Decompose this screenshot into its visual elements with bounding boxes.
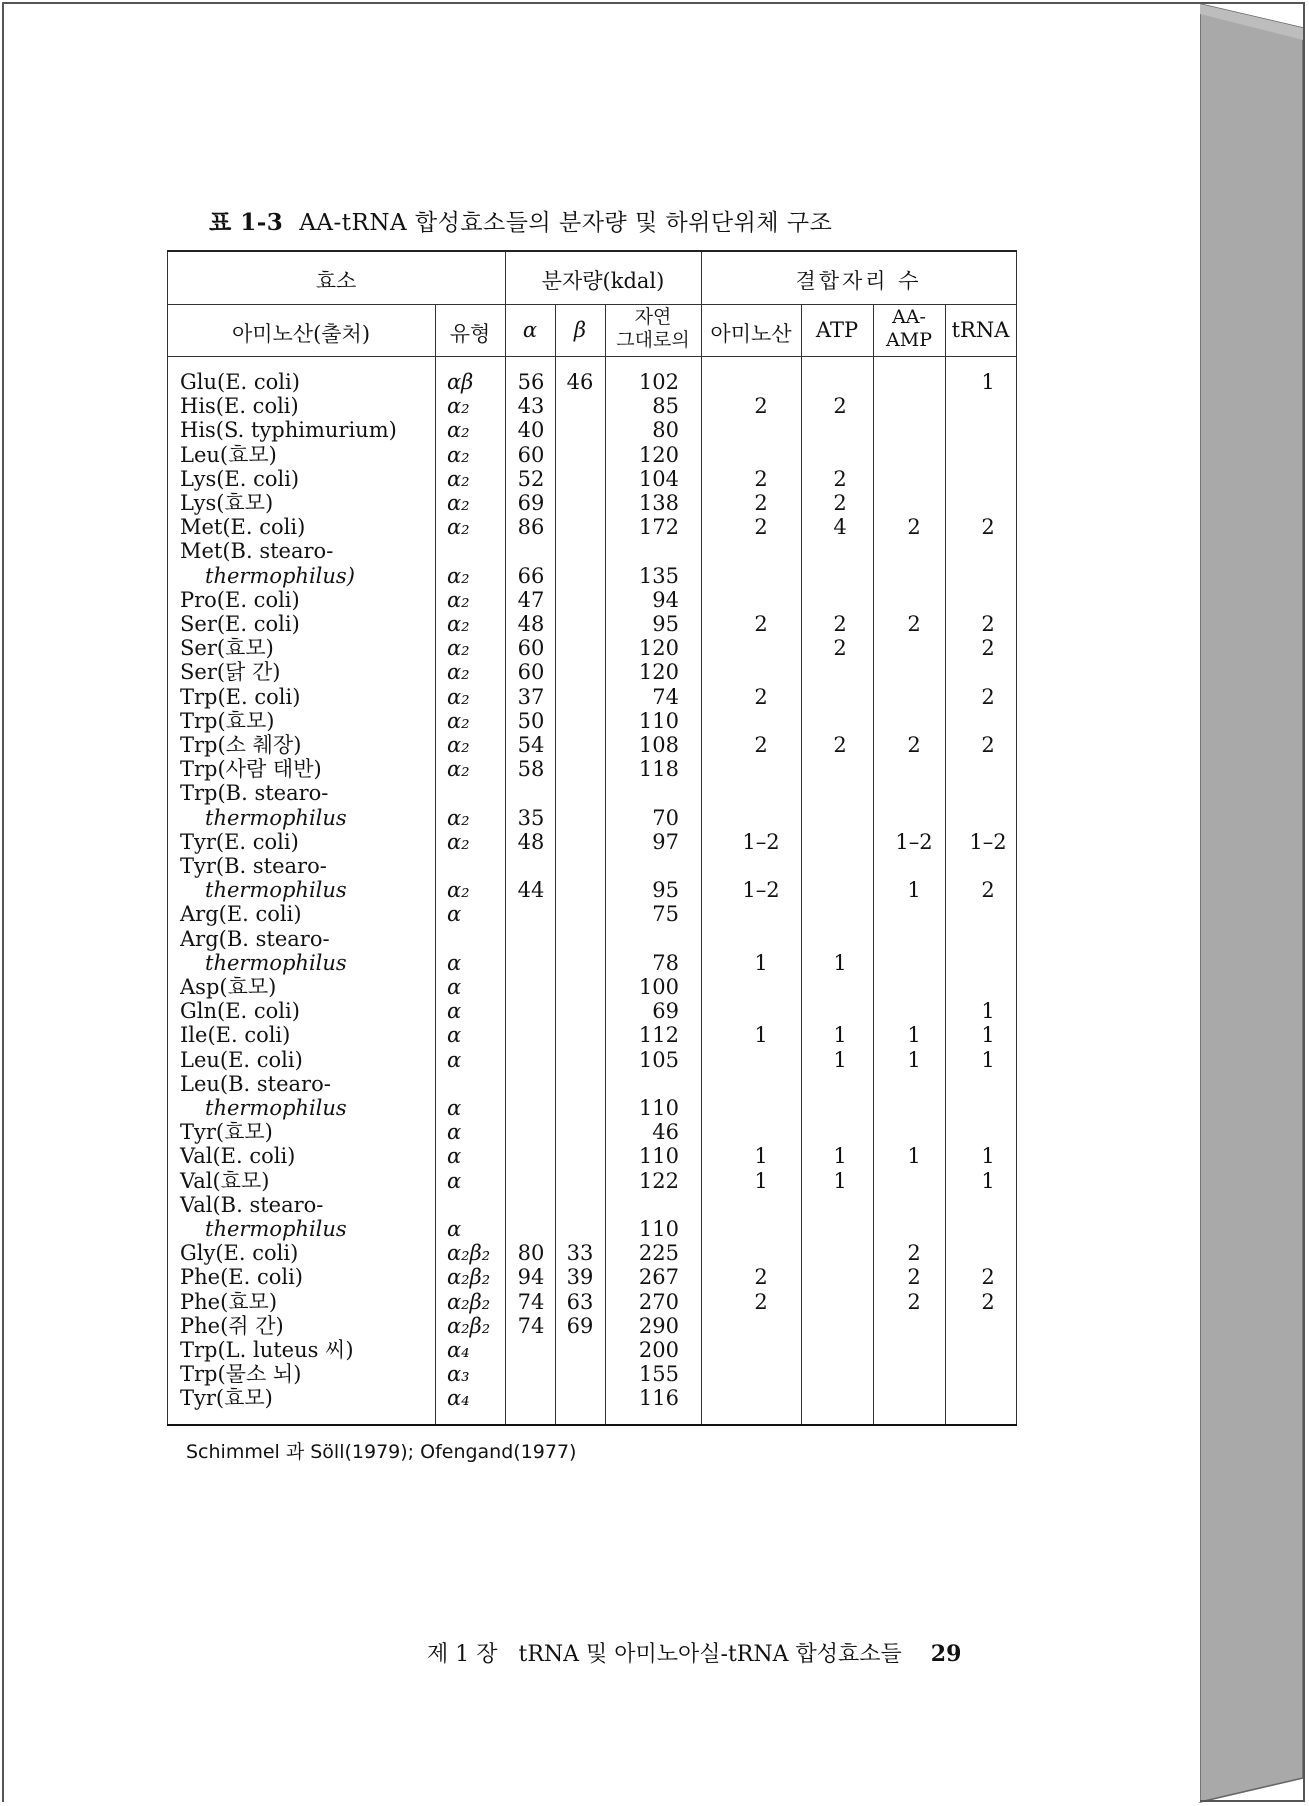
cell-type: αβ — [447, 370, 474, 394]
cell-aa: Trp(효모) — [180, 708, 275, 733]
header-enzyme: 효소 — [315, 269, 357, 293]
cell-type: α₂ — [447, 684, 470, 709]
cell-type: α₄ — [447, 1338, 470, 1362]
cell-amp: 2 — [907, 1289, 921, 1314]
cell-s-aa: 2 — [754, 394, 768, 419]
cell-a: 74 — [517, 1313, 545, 1338]
cell-a: 52 — [517, 466, 545, 491]
cell-trna: 1 — [981, 999, 995, 1024]
page-footer — [427, 1637, 961, 1668]
cell-n: 110 — [638, 1096, 679, 1120]
cell-s-aa: 1 — [754, 1023, 768, 1048]
cell-aa: Val(B. stearo- — [180, 1192, 324, 1217]
cell-amp: 2 — [907, 1241, 921, 1266]
vline-alpha — [505, 304, 506, 1424]
cell-aa: thermophilus — [205, 1217, 347, 1241]
cell-aa: Val(E. coli) — [180, 1144, 296, 1169]
cell-aa: Phe(쥐 간) — [180, 1313, 284, 1338]
cell-aa: Leu(B. stearo- — [180, 1071, 331, 1096]
cell-aa: Arg(E. coli) — [180, 902, 302, 927]
cell-trna: 1 — [981, 1168, 995, 1193]
cell-aa: Ser(닭 간) — [180, 660, 281, 685]
cell-a: 60 — [517, 636, 545, 661]
cell-type: α — [447, 999, 462, 1024]
cell-n: 75 — [652, 902, 679, 927]
cell-type: α — [447, 975, 462, 999]
cell-aa: His(S. typhimurium) — [180, 418, 397, 443]
cell-a: 74 — [517, 1289, 545, 1314]
cell-n: 112 — [638, 1023, 679, 1048]
cell-n: 172 — [638, 515, 679, 540]
cell-amp: 2 — [907, 1265, 921, 1290]
cell-aa: Lys(E. coli) — [180, 466, 300, 491]
cell-n: 97 — [652, 829, 679, 854]
cell-aa: Arg(B. stearo- — [180, 926, 330, 951]
page-number: 29 — [930, 1641, 962, 1667]
cell-aa: Gly(E. coli) — [180, 1241, 299, 1266]
cell-aa: Lys(효모) — [180, 491, 274, 515]
cell-aa: Val(효모) — [180, 1168, 270, 1193]
cell-trna: 2 — [981, 878, 995, 903]
cell-type: α — [447, 1144, 462, 1169]
cell-aa: Trp(L. luteus 씨) — [180, 1338, 354, 1362]
cell-atp: 2 — [833, 612, 847, 636]
cell-type: α₂ — [447, 515, 470, 540]
cell-type: α₂ — [447, 708, 470, 733]
footer-chapter: 제 1 장 — [427, 1642, 498, 1667]
cell-type: α₂ — [447, 563, 470, 588]
cell-a: 80 — [517, 1241, 545, 1266]
header-molecular-weight: 분자량(kdal) — [541, 269, 665, 293]
vline-type — [435, 304, 436, 1424]
cell-type: α₂ — [447, 442, 470, 467]
cell-type: α₂ — [447, 612, 470, 636]
table-source-note: Schimmel 과 Söll(1979); Ofengand(1977) — [186, 1441, 577, 1463]
cell-trna: 2 — [981, 1265, 995, 1290]
cell-n: 80 — [652, 418, 679, 443]
cell-n: 110 — [638, 1144, 679, 1169]
header-native — [605, 306, 701, 352]
cell-n: 85 — [652, 394, 679, 419]
cell-aa: His(E. coli) — [180, 394, 299, 419]
cell-n: 110 — [638, 1217, 679, 1241]
table-bottom-rule — [167, 1424, 1017, 1426]
cell-atp: 1 — [833, 950, 847, 975]
cell-type: α₂ — [447, 394, 470, 419]
cell-atp: 2 — [833, 466, 847, 491]
cell-s-aa: 1–2 — [742, 878, 780, 903]
cell-n: 267 — [638, 1265, 679, 1290]
cell-amp: 1 — [907, 1047, 921, 1072]
document-page — [4, 4, 1200, 1802]
cell-amp: 1 — [907, 1144, 921, 1169]
table-top-rule — [167, 250, 1017, 252]
cell-aa: Leu(E. coli) — [180, 1047, 303, 1072]
cell-atp: 1 — [833, 1144, 847, 1169]
header-amino-acid: 아미노산(출처) — [231, 322, 371, 346]
cell-aa: Trp(B. stearo- — [180, 781, 329, 806]
cell-aa: thermophilus — [205, 805, 347, 830]
cell-amp: 1 — [907, 878, 921, 903]
cell-s-aa: 2 — [754, 491, 768, 515]
cell-n: 108 — [638, 733, 679, 757]
cell-n: 46 — [652, 1120, 679, 1145]
cell-aa: Tyr(효모) — [180, 1386, 273, 1411]
cell-aa: Phe(E. coli) — [180, 1265, 303, 1290]
cell-atp: 2 — [833, 491, 847, 515]
cell-a: 94 — [517, 1265, 545, 1290]
cell-s-aa: 1 — [754, 950, 768, 975]
cell-trna: 2 — [981, 515, 995, 540]
cell-type: α₂ — [447, 466, 470, 491]
cell-trna: 2 — [981, 733, 995, 757]
cell-a: 48 — [517, 829, 545, 854]
table-caption — [209, 204, 832, 237]
cell-s-aa: 2 — [754, 1265, 768, 1290]
cell-aa: Trp(E. coli) — [180, 684, 301, 709]
cell-aa: Trp(물소 뇌) — [180, 1362, 302, 1387]
header-rule-2 — [167, 356, 1017, 357]
cell-n: 95 — [652, 612, 679, 636]
cell-amp: 2 — [907, 733, 921, 757]
cell-type: α₂ — [447, 878, 470, 903]
cell-n: 120 — [638, 660, 679, 685]
vline-native — [605, 304, 606, 1424]
cell-n: 122 — [638, 1168, 679, 1193]
footer-title: tRNA 및 아미노아실-tRNA 합성효소들 — [518, 1642, 902, 1667]
cell-type: α — [447, 1023, 462, 1048]
header-trna: tRNA — [951, 318, 1010, 342]
header-sites-amino-acid: 아미노산 — [710, 322, 792, 346]
cell-trna: 2 — [981, 1289, 995, 1314]
cell-type: α₂ — [447, 491, 470, 515]
cell-b: 33 — [566, 1241, 594, 1266]
cell-type: α₂ — [447, 829, 470, 854]
cell-type: α — [447, 1047, 462, 1072]
cell-n: 135 — [638, 563, 679, 588]
cell-amp: 2 — [907, 612, 921, 636]
cell-a: 40 — [517, 418, 545, 443]
cell-atp: 2 — [833, 733, 847, 757]
cell-s-aa: 2 — [754, 466, 768, 491]
cell-n: 200 — [638, 1338, 679, 1362]
cell-atp: 1 — [833, 1023, 847, 1048]
cell-type: α₂ — [447, 660, 470, 685]
cell-aa: Trp(소 췌장) — [180, 733, 302, 757]
cell-b: 46 — [566, 370, 594, 394]
cell-type: α₂ — [447, 805, 470, 830]
cell-s-aa: 2 — [754, 1289, 768, 1314]
cell-a: 60 — [517, 660, 545, 685]
cell-type: α₃ — [447, 1362, 470, 1387]
cell-aa: Met(B. stearo- — [180, 539, 334, 564]
cell-type: α₂β₂ — [447, 1313, 491, 1338]
cell-a: 60 — [517, 442, 545, 467]
cell-a: 47 — [517, 587, 545, 612]
cell-aa: thermophilus — [205, 950, 347, 975]
cell-a: 43 — [517, 394, 545, 419]
cell-n: 74 — [652, 684, 679, 709]
cell-amp: 1 — [907, 1023, 921, 1048]
cell-trna: 1 — [981, 1047, 995, 1072]
cell-n: 155 — [638, 1362, 679, 1387]
cell-aa: Met(E. coli) — [180, 515, 306, 540]
cell-atp: 4 — [833, 515, 847, 540]
cell-a: 86 — [517, 515, 545, 540]
cell-aa: Ile(E. coli) — [180, 1023, 291, 1048]
cell-aa: thermophilus) — [205, 563, 355, 588]
cell-aa: Asp(효모) — [180, 975, 277, 999]
cell-n: 120 — [638, 442, 679, 467]
cell-type: α — [447, 1168, 462, 1193]
cell-aa: thermophilus — [205, 878, 347, 903]
cell-trna: 2 — [981, 636, 995, 661]
vline-sites-aa — [701, 304, 702, 1424]
cell-type: α — [447, 1120, 462, 1145]
cell-a: 50 — [517, 708, 545, 733]
cell-type: α — [447, 950, 462, 975]
header-beta: β — [573, 318, 587, 342]
cell-a: 54 — [517, 733, 545, 757]
cell-n: 70 — [652, 805, 679, 830]
cell-type: α — [447, 1217, 462, 1241]
vline-beta — [555, 304, 556, 1424]
cell-s-aa: 2 — [754, 733, 768, 757]
header-native-line2: 그대로의 — [616, 329, 690, 351]
header-native-line1: 자연 — [634, 306, 672, 328]
cell-n: 100 — [638, 975, 679, 999]
cell-aa: Glu(E. coli) — [180, 370, 300, 394]
cell-trna: 2 — [981, 684, 995, 709]
cell-a: 66 — [517, 563, 545, 588]
cell-type: α₂ — [447, 733, 470, 757]
cell-trna: 1 — [981, 1144, 995, 1169]
header-binding-sites: 결합자리 수 — [795, 269, 922, 293]
cell-atp: 1 — [833, 1168, 847, 1193]
cell-aa: Ser(E. coli) — [180, 612, 300, 636]
cell-trna: 2 — [981, 612, 995, 636]
cell-aa: Tyr(효모) — [180, 1120, 273, 1145]
cell-aa: Leu(효모) — [180, 442, 277, 467]
cell-a: 35 — [517, 805, 545, 830]
cell-s-aa: 1–2 — [742, 829, 780, 854]
cell-type: α₂ — [447, 757, 470, 782]
cell-aa: Phe(효모) — [180, 1289, 278, 1314]
cell-aa: Gln(E. coli) — [180, 999, 300, 1024]
cell-b: 39 — [566, 1265, 594, 1290]
table-title: AA-tRNA 합성효소들의 분자량 및 하위단위체 구조 — [299, 210, 833, 236]
cell-trna: 1 — [981, 1023, 995, 1048]
cell-n: 105 — [638, 1047, 679, 1072]
cell-atp: 2 — [833, 636, 847, 661]
table-label: 표 1-3 — [209, 209, 284, 236]
header-alpha: α — [522, 318, 538, 342]
cell-b: 69 — [566, 1313, 594, 1338]
cell-atp: 2 — [833, 394, 847, 419]
header-aa-amp-line1: AA- — [892, 306, 926, 328]
header-rule-1 — [167, 304, 1017, 305]
cell-a: 48 — [517, 612, 545, 636]
cell-n: 225 — [638, 1241, 679, 1266]
cell-atp: 1 — [833, 1047, 847, 1072]
cell-n: 270 — [638, 1289, 679, 1314]
cell-s-aa: 1 — [754, 1144, 768, 1169]
cell-b: 63 — [566, 1289, 594, 1314]
cell-n: 138 — [638, 491, 679, 515]
cell-n: 94 — [652, 587, 679, 612]
cell-type: α — [447, 1096, 462, 1120]
cell-n: 290 — [638, 1313, 679, 1338]
header-atp: ATP — [815, 318, 859, 342]
cell-a: 37 — [517, 684, 545, 709]
cell-aa: Trp(사람 태반) — [180, 757, 322, 782]
cell-aa: Tyr(B. stearo- — [180, 854, 327, 878]
cell-trna: 1–2 — [969, 829, 1007, 854]
cell-s-aa: 2 — [754, 612, 768, 636]
cell-s-aa: 2 — [754, 684, 768, 709]
cell-aa: Pro(E. coli) — [180, 587, 300, 612]
cell-n: 102 — [638, 370, 679, 394]
cell-type: α₂ — [447, 587, 470, 612]
cell-a: 56 — [517, 370, 545, 394]
header-aa-amp-line2: AMP — [886, 329, 932, 351]
cell-n: 118 — [638, 757, 679, 782]
cell-n: 116 — [638, 1386, 679, 1411]
cell-amp: 2 — [907, 515, 921, 540]
header-aa-amp — [873, 306, 945, 352]
cell-amp: 1–2 — [895, 829, 933, 854]
cell-type: α₂ — [447, 636, 470, 661]
cell-type: α₂β₂ — [447, 1289, 491, 1314]
cell-n: 120 — [638, 636, 679, 661]
cell-s-aa: 2 — [754, 515, 768, 540]
cell-n: 95 — [652, 878, 679, 903]
cell-type: α₄ — [447, 1386, 470, 1411]
cell-n: 78 — [652, 950, 679, 975]
cell-trna: 1 — [981, 370, 995, 394]
cell-aa: Tyr(E. coli) — [180, 829, 299, 854]
cell-a: 69 — [517, 491, 545, 515]
cell-n: 69 — [652, 999, 679, 1024]
cell-type: α — [447, 902, 462, 927]
cell-aa: thermophilus — [205, 1096, 347, 1120]
cell-type: α₂β₂ — [447, 1241, 491, 1266]
vline-left — [167, 252, 168, 1424]
cell-n: 104 — [638, 466, 679, 491]
cell-n: 110 — [638, 708, 679, 733]
cell-a: 44 — [517, 878, 545, 903]
cell-aa: Ser(효모) — [180, 636, 274, 661]
cell-type: α₂ — [447, 418, 470, 443]
cell-s-aa: 1 — [754, 1168, 768, 1193]
header-type: 유형 — [449, 322, 491, 346]
cell-a: 58 — [517, 757, 545, 782]
cell-type: α₂β₂ — [447, 1265, 491, 1290]
